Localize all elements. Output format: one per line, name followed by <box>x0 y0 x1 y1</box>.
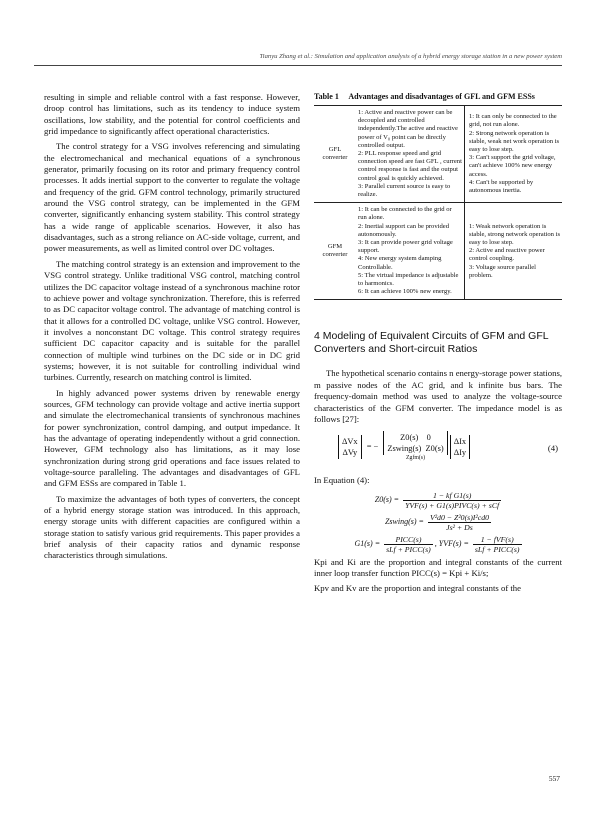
z0-fraction <box>403 491 501 510</box>
table-row-gfl <box>314 106 562 203</box>
equals-minus: = − <box>366 441 379 451</box>
formula-zswing <box>314 513 562 532</box>
paragraph-kpi: Kpi and Ki are the proportion and integral constants of the current inner loop transfer function PICC(s) = Kpi + Ki/s; <box>314 556 562 578</box>
gfl-advantages <box>356 106 465 203</box>
z0-num: 1 − kf G1(s) <box>403 491 501 501</box>
gfl-dis-item: 2: Strong network operation is stable, weak net work operation is easy to lose step. <box>469 129 560 153</box>
header-rule <box>34 65 562 66</box>
matrix-row-2 <box>387 443 443 454</box>
running-header: Tianyu Zhang et al.: Simulation and application analysis of a hybrid energy storage station in a new power system <box>259 53 562 60</box>
lhs-top: ΔVx <box>342 436 358 446</box>
gfm-adv-item: 3: It can provide power grid voltage support. <box>358 239 453 255</box>
g1-fraction <box>384 535 433 554</box>
matrix-underbrace-label: Zgfm(s) <box>406 455 425 462</box>
gfm-dis-item: 2: Active and reactive power control coupling. <box>469 247 545 263</box>
equation-4 <box>314 429 562 469</box>
z0-den: YVF(s) + G1(s)PIVC(s) + sCf <box>405 500 500 510</box>
page-number: 557 <box>548 774 560 783</box>
right-column <box>314 92 562 599</box>
rhs-vector <box>450 435 470 459</box>
impedance-matrix <box>383 431 447 455</box>
table-caption <box>314 92 562 101</box>
formula-g1-yvf <box>314 535 562 554</box>
comparison-table <box>314 105 562 300</box>
zswing-fraction <box>428 513 491 532</box>
gfm-adv-item: 6: It can achieve 100% new energy. <box>358 288 452 296</box>
gfm-adv-item: 1: It can be connected to the grid or run alone. <box>358 206 452 222</box>
yvf-num: 1 − fVF(s) <box>473 535 522 545</box>
m11: Z0(s) <box>400 433 419 443</box>
g1-num: PICC(s) <box>384 535 433 545</box>
table-number: Table 1 <box>314 92 339 101</box>
yvf-lhs: , YVF(s) = <box>434 538 469 548</box>
row-name-gfl: GFL converter <box>314 106 356 203</box>
gfm-dis-item: 1: Weak network operation is stable, strong network operation is easy to lose step. <box>469 222 561 247</box>
gfm-dis-item: 3: Voltage source parallel problem. <box>469 263 536 279</box>
zswing-num: V²d0 − Z²0(s)I²cd0 <box>429 512 490 522</box>
gfm-advantages <box>356 203 465 300</box>
paragraph-kpv: Kpv and Kv are the proportion and integral constants of the <box>314 583 521 594</box>
gfl-dis-item: 4: Can't be supported by autonomous inertia. <box>469 178 534 194</box>
left-column <box>44 92 300 566</box>
m22: Z0(s) <box>425 444 444 454</box>
lhs-vector <box>338 435 362 459</box>
rhs-bot: ΔIy <box>453 447 467 457</box>
zswing-lhs: Zswing(s) = <box>384 516 424 526</box>
m21: Zswing(s) <box>387 444 422 454</box>
g1-den: sLf + PICC(s) <box>386 544 431 554</box>
lhs-bot: ΔVy <box>342 447 358 457</box>
equation-number: (4) <box>547 443 558 454</box>
paragraph-scenario: The hypothetical scenario contains n energy-storage power stations, m passive nodes of the AC grid, and k infinite bus bars. The frequency-domain method was used to analyze the voltage-source characteristics of the GFM converter. The impedance model is as follows [27]: <box>314 368 562 424</box>
impedance-matrix-wrap <box>383 431 447 462</box>
paragraph-hybrid-station: To maximize the advantages of both types of converters, the concept of a hybrid energy storage station was introduced. In this approach, energy storage units with different capacities are configured within a storage station to satisfy various grid requirements. This paper provides a brief analysis of their capacity ratios and dynamic response characteristics through simulations. <box>44 493 300 561</box>
matrix-row-1 <box>387 432 443 443</box>
paragraph-gfm-technology: In highly advanced power systems driven by renewable energy sources, GFM technology can provide voltage and active inertia support and simulate the electromechanical transients of synchronous machines for power synchronization, control damping, and output impedance. It has the advantage of operating independently without a grid connection. However, GFM technology also has limitations, as it may lose synchronization during strong grid operations and face issues related to voltage-source paralleling. The advantages and disadvantages of GFL and GFM ESSs are compared in Table 1. <box>44 387 300 489</box>
gfl-dis-item: 3: Can't support the grid voltage, can't achieve 100% new energy access. <box>469 154 556 178</box>
gfm-disadvantages <box>465 203 563 300</box>
gfl-disadvantages <box>465 106 563 203</box>
yvf-fraction <box>473 535 522 554</box>
gfl-adv-item: 2: PLL response speed and grid connection speed are fast GFL , current control response is fast and the output control goal is quickly achieved. <box>358 150 462 182</box>
formula-z0 <box>314 491 562 510</box>
table-title: Advantages and disadvantages of GFL and GFM ESSs <box>348 92 535 101</box>
paragraph-vsg: The control strategy for a VSG involves referencing and simulating the electromechanical and mechanical equations of a synchronous generator, primarily focusing on its rotor and primary frequency control processes. It adds inertial support to the converter to regulate the voltage and frequency of the grid. GFM control technology, primarily structured around the VSG control strategy, can be implemented in the GFM converter, significantly enhancing system stability. This control strategy has a wide range of applicable scenarios. However, it also has disadvantages, such as a strong reliance on AC-side voltage, current, and power measurements, as well as limited control over DC voltages. <box>44 141 300 254</box>
table-row-gfm <box>314 203 562 300</box>
rhs-top: ΔIx <box>453 436 467 446</box>
equation-body <box>338 431 470 462</box>
section-heading: 4 Modeling of Equivalent Circuits of GFM and GFL Converters and Short-circuit Ratios <box>314 330 549 356</box>
paragraph-droop-limitations: resulting in simple and reliable control with a fast response. However, droop control has limitations, such as its tendency to induce system oscillations, low stability, and the potential for control coefficients and grid impedance to significantly affect operational characteristics. <box>44 92 300 137</box>
gfl-adv-item: 1: Active and reactive power can be decoupled and controlled independently.The active and reactive power of V₀ point can be directly controlled output. <box>358 109 458 149</box>
gfl-dis-item: 1: It can only be connected to the grid, not run alone. <box>469 113 557 129</box>
gfl-adv-item: 3: Parallel current source is easy to realize. <box>358 182 451 199</box>
row-name-gfm: GFM converter <box>314 203 356 300</box>
gfm-adv-item: 2: Inertial support can be provided autonomously. <box>358 222 450 238</box>
m12: 0 <box>426 433 431 443</box>
z0-lhs: Z0(s) = <box>374 494 400 504</box>
zswing-den: Js² + Ds <box>446 522 473 532</box>
yvf-den: sLf + PICC(s) <box>474 544 520 554</box>
gfm-adv-item: 5: The virtual impedance is adjustable to harmonics. <box>358 271 459 288</box>
paragraph-matching-control: The matching control strategy is an extension and improvement to the VSG control strategy. Unlike traditional VSG control, matching control utilizes the DC capacitor voltage instead of a synchronous machine rotor to achieve power and voltage synchronization. Therefore, this is referred to as DC capacitor voltage control. The advantage of matching control is that it allows for a controlled DC voltage, unlike VSG control. However, it involves a nonconstant DC voltage. This control strategy requires sufficient DC capacitor capacity and is suitable for the parallel connection of multiple wind turbines on the DC side or in DC grid systems; however, it is not suitable for controlling individual wind turbines. Currently, research on matching control is limited. <box>44 258 300 383</box>
gfm-adv-item: 4: New energy system damping Controllable. <box>358 255 442 271</box>
in-equation-label: In Equation (4): <box>314 475 370 486</box>
g1-lhs: G1(s) = <box>354 538 381 548</box>
